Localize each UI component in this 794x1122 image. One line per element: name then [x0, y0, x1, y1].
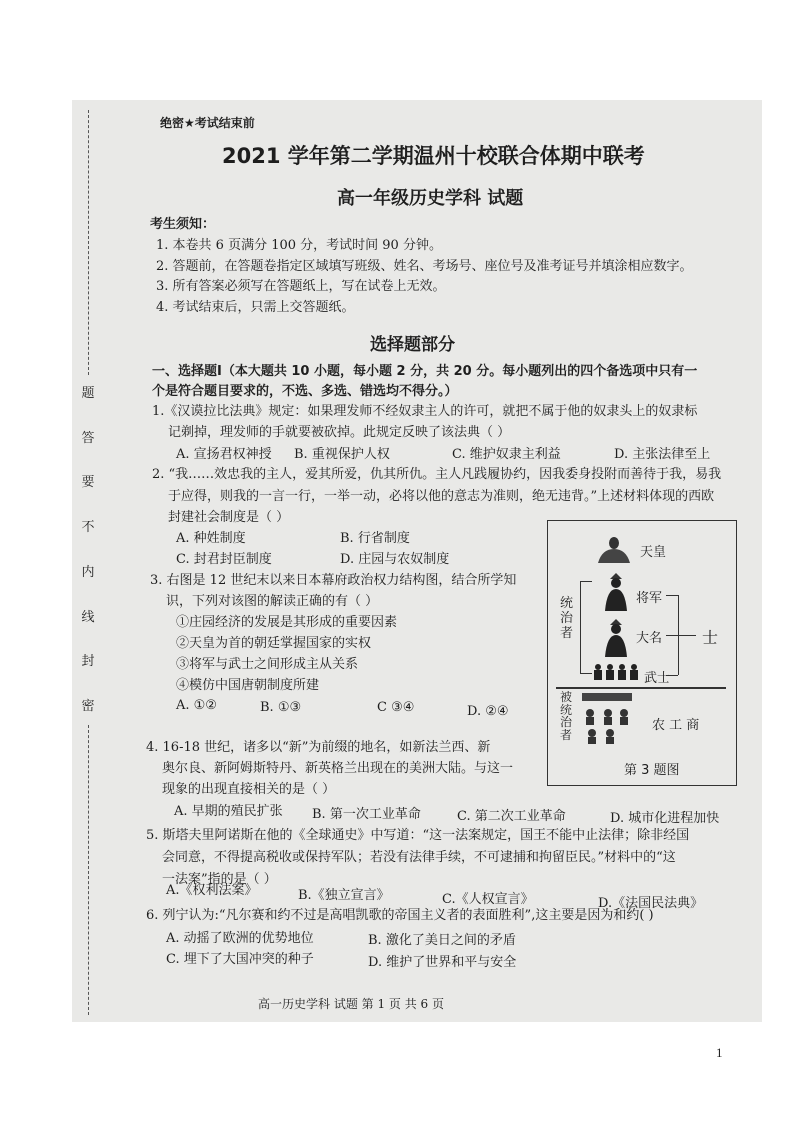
q2-option-a: A. 种姓制度 [176, 531, 246, 546]
q5-option-b: B.《独立宣言》 [298, 888, 390, 903]
q1-option-a: A. 宣扬君权神授 [176, 447, 272, 462]
commoners-icon [580, 691, 636, 745]
q4-stem: 现象的出现直接相关的是（ ） [162, 782, 336, 797]
q3-option-a: A. ①② [176, 698, 217, 713]
notice-item: 1. 本卷共 6 页满分 100 分，考试时间 90 分钟。 [156, 238, 442, 253]
q3-option-c: C ③④ [377, 700, 415, 715]
q6-option-a: A. 动摇了欧洲的优势地位 [166, 931, 314, 946]
q6-option-c: C. 埋下了大国冲突的种子 [166, 952, 314, 967]
figure-caption: 第 3 题图 [624, 763, 680, 778]
class-divider [556, 687, 726, 689]
shi-connector [666, 675, 678, 676]
seal-char: 封 [81, 654, 95, 670]
label-shi: 士 [702, 628, 719, 647]
label-ruled: 被统治者 [560, 690, 573, 742]
scanned-exam-page [72, 100, 762, 1022]
q3-option-b: B. ①③ [260, 700, 302, 715]
rulers-bracket [580, 581, 581, 673]
q4-option-b: B. 第一次工业革命 [312, 807, 421, 822]
secret-mark: 绝密★考试结束前 [160, 116, 255, 130]
q3-statement: ②天皇为首的朝廷掌握国家的实权 [176, 636, 372, 651]
q5-stem: 会同意，不得提高税收或保持军队；若没有法律手续，不可逮捕和拘留臣民。”材料中的“这 [162, 850, 676, 865]
exam-subtitle: 高一年级历史学科 试题 [337, 188, 524, 209]
q4-option-a: A. 早期的殖民扩张 [174, 804, 283, 819]
seal-char: 不 [81, 520, 95, 536]
q4-stem: 奥尔良、新阿姆斯特丹、新英格兰出现在的美洲大陆。与这一 [162, 761, 514, 776]
page-number: 1 [716, 1045, 723, 1060]
shi-bracket [678, 595, 679, 675]
notice-item: 2. 答题前，在答题卷指定区域填写班级、姓名、考场号、座位号及准考证号并填涂相应数字。 [156, 259, 693, 274]
q5-stem: 5. 斯塔夫里阿诺斯在他的《全球通史》中写道：“这一法案规定，国王不能中止法律；除非经国 [146, 828, 690, 843]
q1-option-b: B. 重视保护人权 [294, 447, 390, 462]
seal-char: 密 [81, 698, 95, 714]
notice-item: 4. 考试结束后，只需上交答题纸。 [156, 300, 355, 315]
bracket-tick [580, 673, 592, 674]
q1-option-c: C. 维护奴隶主利益 [452, 447, 561, 462]
q5-option-d: D.《法国民法典》 [598, 896, 704, 911]
q2-option-d: D. 庄园与农奴制度 [340, 552, 450, 567]
label-daimyo: 大名 [636, 631, 663, 646]
seal-char: 答 [81, 430, 95, 446]
seal-char: 内 [81, 564, 95, 580]
q2-option-c: C. 封君封臣制度 [176, 552, 272, 567]
q1-option-d: D. 主张法律至上 [614, 447, 711, 462]
q3-statement: ④模仿中国唐朝制度所建 [176, 678, 320, 693]
label-emperor: 天皇 [640, 545, 667, 560]
q1-stem: 记剃掉，理发师的手就要被砍掉。此规定反映了该法典（ ） [168, 425, 511, 440]
q5-stem: 一法案”指的是（ ） [162, 872, 277, 887]
q2-option-b: B. 行省制度 [340, 531, 410, 546]
q3-statement: ③将军与武士之间形成主从关系 [176, 657, 359, 672]
label-shogun: 将军 [636, 591, 663, 606]
q6-option-d: D. 维护了世界和平与安全 [368, 955, 517, 970]
q2-stem: 封建社会制度是（ ） [168, 510, 290, 525]
seal-char: 要 [81, 475, 95, 491]
q4-option-d: D. 城市化进程加快 [610, 811, 720, 826]
q5-option-a: A.《权利法案》 [166, 883, 258, 898]
seal-char: 线 [81, 609, 95, 625]
emperor-icon [594, 535, 634, 565]
part1-intro: 一、选择题Ⅰ（本大题共 10 小题，每小题 2 分，共 20 分。每小题列出的四个备选项中只有一 [152, 364, 698, 379]
notice-item: 3. 所有答案必须写在答题纸上，写在试卷上无效。 [156, 279, 446, 294]
part1-intro: 个是符合题目要求的，不选、多选、错选均不得分。） [152, 384, 458, 399]
shogunate-structure-figure [547, 520, 737, 786]
samurai-icon [592, 663, 640, 681]
label-samurai: 武士 [644, 671, 671, 686]
seal-char: 题 [81, 386, 95, 401]
bracket-tick [580, 581, 592, 582]
shi-connector [666, 595, 678, 596]
daimyo-icon [603, 619, 629, 659]
q3-option-d: D. ②④ [467, 704, 509, 719]
q6-option-b: B. 激化了美日之间的矛盾 [368, 933, 516, 948]
q3-stem: 3. 右图是 12 世纪末以来日本幕府政治权力结构图，结合所学知 [150, 573, 517, 588]
q4-stem: 4. 16-18 世纪，诸多以“新”为前缀的地名，如新法兰西、新 [146, 740, 491, 755]
seal-dashed-line-top [88, 110, 89, 375]
q3-statement: ①庄园经济的发展是其形成的重要因素 [176, 615, 398, 630]
q2-stem: 于应得，则我的一言一行，一举一动，必将以他的意志为准则，绝无违背。”上述材料体现的西欧 [168, 489, 715, 504]
page-footer: 高一历史学科 试题 第 1 页 共 6 页 [258, 997, 444, 1011]
label-commoners: 农 工 商 [652, 718, 700, 733]
q2-stem: 2. “我……效忠我的主人，爱其所爱，仇其所仇。主人凡践履协约，因我委身投附而善待于我，易我 [152, 467, 722, 482]
exam-title: 2021 学年第二学期温州十校联合体期中联考 [222, 144, 645, 168]
seal-margin-text [78, 385, 98, 715]
notice-heading: 考生须知： [150, 217, 216, 232]
q5-option-c: C.《人权宣言》 [442, 892, 534, 907]
q3-stem: 识，下列对该图的解读正确的有（ ） [166, 594, 379, 609]
q4-option-c: C. 第二次工业革命 [457, 809, 566, 824]
shogun-icon [603, 573, 629, 613]
q6-stem: 6. 列宁认为:“凡尔赛和约不过是高唱凯歌的帝国主义者的表面胜利”,这主要是因为和约( ) [146, 908, 654, 923]
shi-connector [666, 635, 696, 636]
section-title: 选择题部分 [370, 335, 455, 355]
q1-stem: 1.《汉谟拉比法典》规定：如果理发师不经奴隶主人的许可，就把不属于他的奴隶头上的奴隶标 [152, 404, 698, 419]
seal-dashed-line-bottom [88, 725, 89, 1015]
label-rulers: 统治者 [560, 596, 574, 641]
